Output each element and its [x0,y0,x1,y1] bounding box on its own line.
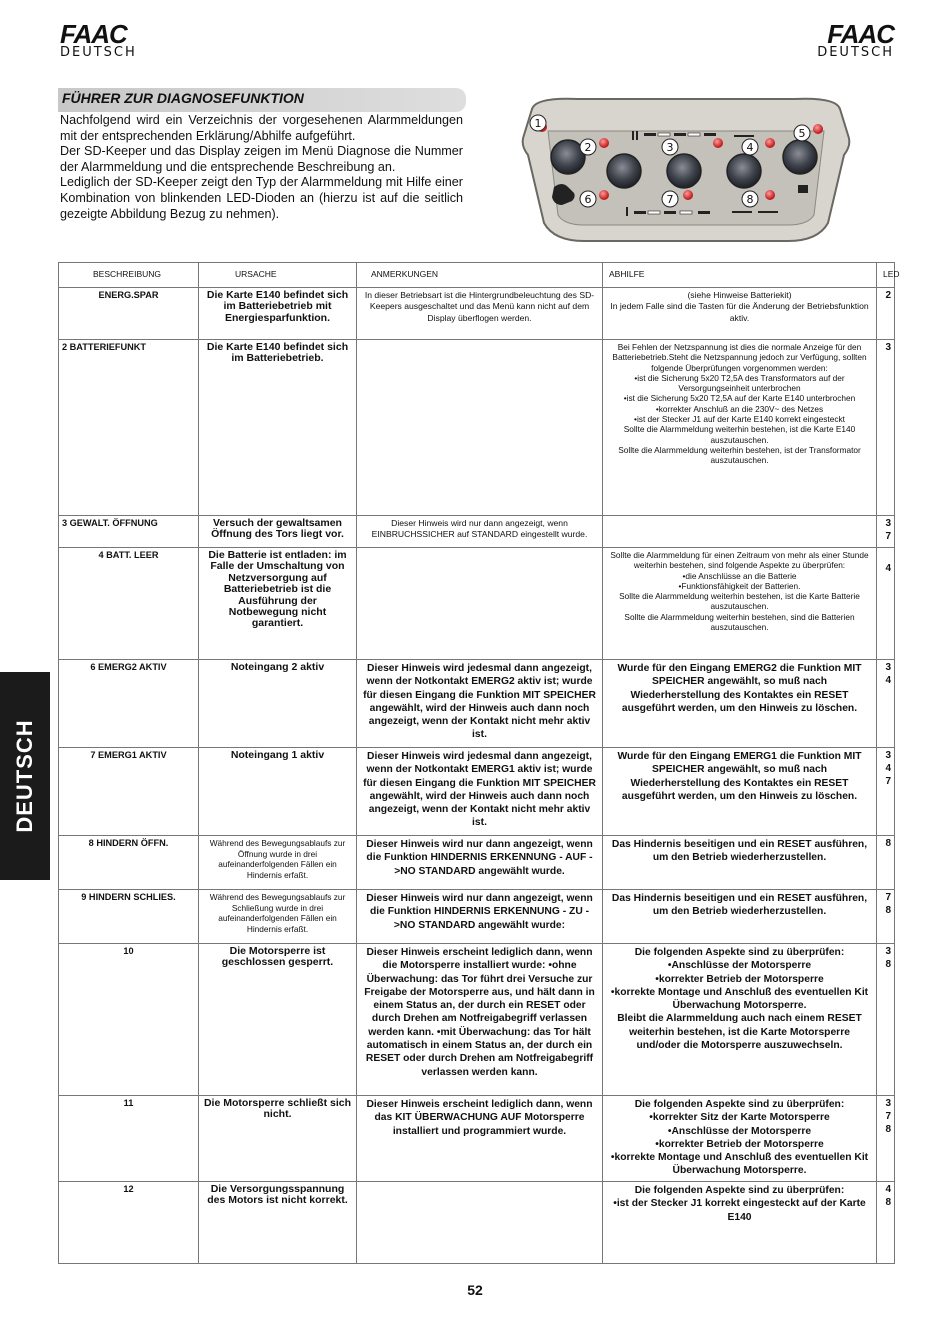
alarm-led-codes [877,944,895,1096]
language-side-tab [0,672,50,880]
alarm-notes [357,1182,603,1264]
table-row [59,1182,895,1264]
led-code: 7 [885,892,891,903]
alarm-description: 9 HINDERN SCHLIES. [59,890,199,944]
section-title: FÜHRER ZUR DIAGNOSEFUNKTION [62,90,304,106]
alarm-remedy [603,660,877,748]
alarm-led-codes [877,340,895,516]
callout-marker [530,115,546,131]
column-header-remedy: ABHILFE [603,263,877,288]
remedy-line: Das Hindernis beseitigen und ein RESET ausführen, um den Betrieb wiederherzustellen. [611,893,868,918]
alarm-remedy [603,944,877,1096]
header-right [817,19,894,60]
table-row [59,340,895,516]
alarm-description: ENERG.SPAR [59,288,199,340]
remedy-line: •ist der Stecker J1 korrekt eingesteckt auf der Karte E140 [613,1198,866,1223]
language-label: DEUTSCH [60,45,137,60]
alarm-description: 2 BATTERIEFUNKT [59,340,199,516]
alarm-description: 12 [59,1182,199,1264]
alarm-led-codes [877,288,895,340]
alarm-description: 7 EMERG1 AKTIV [59,748,199,836]
callout-marker [742,139,758,155]
remedy-line: Die folgenden Aspekte sind zu überprüfen: [634,1185,845,1196]
led-code: 2 [885,290,891,301]
table-row [59,944,895,1096]
callout-marker [580,139,596,155]
remedy-line: •ist die Sicherung 5x20 T2,5A des Transformators auf der Versorgungseinheit unterbrochen [634,372,845,394]
alarm-notes: Dieser Hinweis erscheint lediglich dann, wenn das KIT ÜBERWACHUNG AUF Motorsperre installiert und programmiert wurde. [357,1096,603,1182]
knob [607,154,641,188]
alarm-led-codes [877,1096,895,1182]
remedy-line: (siehe Hinweise Batteriekit) [687,290,792,300]
remedy-line: Sollte die Alarmmeldung weiterhin bestehen, ist der Transformator auszutauschen. [618,444,861,466]
intro-paragraph: Der SD-Keeper und das Display zeigen im Menü Diagnose die Nummer der Alarmmeldung und die entsprechende Beschreibung an. [60,144,463,174]
alarm-cause: Die Versorgungsspannung des Motors ist nicht korrekt. [199,1182,357,1264]
alarm-description: 4 BATT. LEER [59,548,199,660]
alarm-remedy [603,1096,877,1182]
remedy-line: •korrekter Betrieb der Motorsperre [655,973,824,985]
page-number: 52 [467,1282,483,1298]
alarm-notes: Dieser Hinweis wird nur dann angezeigt, wenn die Funktion HINDERNIS ERKENNUNG - ZU ->NO STANDARD angewählt wurde: [357,890,603,944]
led-code: 4 [885,763,891,774]
remedy-line: •ist der Stecker J1 auf der Karte E140 korrekt eingesteckt [634,414,845,425]
language-label: DEUTSCH [817,45,894,60]
led-code [880,550,891,563]
table-header-row [59,263,895,288]
led-code: 8 [885,1124,891,1135]
led-code: 3 [885,1098,891,1109]
svg-text:6: 6 [584,193,592,206]
alarm-remedy [603,548,877,660]
alarm-remedy [603,836,877,890]
intro-paragraph: Lediglich der SD-Keeper zeigt den Typ der Alarmmeldung mit Hilfe einer Kombination von blinkenden LED-Dioden an (hierzu ist auf die seitlich gezeigte Abbildung Bezug zu nehmen). [60,175,463,221]
alarm-notes: In dieser Betriebsart ist die Hintergrundbeleuchtung des SD-Keepers ausgeschaltet und das Menü kann nicht auf dem Display überflogen werden. [357,288,603,340]
knob [667,154,701,188]
alarm-cause: Während des Bewegungsablaufs zur Öffnung wurde in drei aufeinanderfolgenden Fällen ein Hindernis erfaßt. [199,836,357,890]
table-row [59,1096,895,1182]
alarm-notes [357,548,603,660]
faac-logo: FAAC [827,19,894,49]
alarm-notes: Dieser Hinweis wird nur dann angezeigt, wenn EINBRUCHSSICHER auf STANDARD eingestellt wurde. [357,516,603,548]
led-indicator [813,124,823,134]
alarm-led-codes [877,1182,895,1264]
alarm-remedy [603,1182,877,1264]
alarm-description: 8 HINDERN ÖFFN. [59,836,199,890]
table-row [59,288,895,340]
alarm-remedy [603,890,877,944]
led-code: 3 [885,342,891,353]
led-code: 4 [885,675,891,686]
led-code: 8 [885,959,891,970]
led-code: 7 [885,776,891,787]
alarm-cause: Die Karte E140 befindet sich im Batteriebetrieb. [199,340,357,516]
remedy-line: Sollte die Alarmmeldung weiterhin bestehen, sind die Batterien auszutauschen. [624,611,855,633]
callout-marker [662,139,678,155]
alarm-remedy [603,748,877,836]
remedy-line: Das Hindernis beseitigen und ein RESET ausführen, um den Betrieb wiederherzustellen. [611,839,868,864]
intro-paragraph: Nachfolgend wird ein Verzeichnis der vorgesehenen Alarmmeldungen mit der entsprechenden Erklärung/Abhilfe aufgeführt. [60,113,463,143]
diagnostic-table [58,262,900,1264]
remedy-line: In jedem Falle sind die Tasten für die Änderung der Betriebsfunktion aktiv. [610,301,869,323]
alarm-led-codes [877,548,895,660]
remedy-line: Sollte die Alarmmeldung weiterhin bestehen, ist die Karte Batterie auszutauschen. [619,591,860,612]
alarm-notes [357,340,603,516]
led-code: 8 [885,838,891,849]
table-row [59,548,895,660]
remedy-line: Sollte die Alarmmeldung für einen Zeitraum von mehr als einer Stunde weiterhin bestehen, sind folgende Aspekte zu überprüfen: [610,550,869,571]
remedy-line: •korrekte Montage und Anschluß des eventuellen Kit Überwachung Motorsperre. [610,986,869,1012]
side-tab-label: DEUTSCH [12,719,37,833]
alarm-description: 3 GEWALT. ÖFFNUNG [59,516,199,548]
knob [727,154,761,188]
led-code: 8 [885,905,891,916]
alarm-remedy [603,288,877,340]
alarm-led-codes [877,660,895,748]
remedy-line: •Anschlüsse der Motorsperre [667,1125,812,1137]
alarm-cause: Die Motorsperre schließt sich nicht. [199,1096,357,1182]
table-row [59,836,895,890]
svg-text:2: 2 [584,141,592,154]
remedy-line: Die folgenden Aspekte sind zu überprüfen: [634,1099,845,1110]
led-code: 3 [885,946,891,957]
table-row [59,890,895,944]
callout-marker [580,191,596,207]
remedy-line: •korrekter Anschluß an die 230V~ des Netzes [655,403,824,414]
svg-text:3: 3 [666,141,674,154]
alarm-cause: Während des Bewegungsablaufs zur Schließung wurde in drei aufeinanderfolgenden Fällen ein Hindernis erfaßt. [199,890,357,944]
knob [783,140,817,174]
alarm-cause: Noteingang 1 aktiv [199,748,357,836]
svg-text:4: 4 [746,141,754,154]
sd-keeper-keypad-illustration [518,95,854,245]
led-code: 3 [885,662,891,673]
faac-logo: FAAC [60,19,127,49]
remedy-line: Wurde für den Eingang EMERG1 die Funktion MIT SPEICHER angewählt, so muß nach Wiederherstellung des Kontaktes ein RESET ausgeführt werden, um den Hinweis zu löschen. [617,751,862,802]
remedy-line: Bleibt die Alarmmeldung auch nach einem RESET weiterhin bestehen, ist die Karte Motorsperre und/oder die Motorsperre auszuwechseln. [617,1013,862,1052]
column-header-led: LED [877,263,895,288]
remedy-line: •Funktionsfähigkeit der Batterien. [678,580,801,591]
svg-text:5: 5 [798,127,806,140]
alarm-led-codes [877,516,895,548]
alarm-description: 11 [59,1096,199,1182]
led-indicator [713,138,723,148]
remedy-line: •Anschlüsse der Motorsperre [667,960,812,972]
header-left [60,19,137,60]
alarm-led-codes [877,890,895,944]
remedy-line: Wurde für den Eingang EMERG2 die Funktion MIT SPEICHER angewählt, so muß nach Wiederherstellung des Kontaktes ein RESET ausgeführt werden, um den Hinweis zu löschen. [617,663,862,714]
alarm-notes: Dieser Hinweis erscheint lediglich dann, wenn die Motorsperre installiert wurde: •ohne Überwachung: das Tor führt drei Versuche zur Freigabe der Motorsperre aus, und hält dann in einem Status an, der durch ein RESET oder durch Drehen am Notfreigabegriff verlassen werden kann. •mit Überwachung: das Tor hält automatisch in einem Status an, der durch ein RESET oder durch Drehen am Notfreigabegriff verlassen werden kann. [357,944,603,1096]
remedy-line: Bei Fehlen der Netzspannung ist dies die normale Anzeige für den Batteriebetrieb.Steht die Netzspannung jedoch zur Verfügung, sollten folgende Überprüfungen vorgenommen werden: [612,342,867,373]
remedy-line: •korrekte Montage und Anschluß des eventuellen Kit Überwachung Motorsperre. [610,1152,869,1177]
remedy-line: •die Anschlüsse an die Batterie [682,570,797,581]
led-indicator [599,138,609,148]
led-code: 4 [885,1184,891,1195]
led-code: 8 [885,1197,891,1208]
alarm-cause: Die Batterie ist entladen: im Falle der Umschaltung von Netzversorgung auf Batteriebetrieb ist die Ausführung der Notbewegung nicht garantiert. [199,548,357,660]
alarm-cause: Noteingang 2 aktiv [199,660,357,748]
alarm-notes: Dieser Hinweis wird jedesmal dann angezeigt, wenn der Notkontakt EMERG2 aktiv ist; wurde für diesen Eingang die Funktion MIT SPEICHER angewählt, wird der Hinweis auch dann noch angezeigt, wenn der Kontakt nicht mehr aktiv ist. [357,660,603,748]
alarm-cause: Die Karte E140 befindet sich im Batteriebetrieb mit Energiesparfunktion. [199,288,357,340]
led-code: 3 [885,750,891,761]
remedy-line: Die folgenden Aspekte sind zu überprüfen: [634,947,845,958]
svg-text:1: 1 [534,117,542,130]
table-row [59,516,895,548]
alarm-cause: Die Motorsperre ist geschlossen gesperrt. [199,944,357,1096]
led-indicator [599,190,609,200]
led-code: 4 [885,563,891,574]
led-code: 3 [885,518,891,529]
alarm-led-codes [877,748,895,836]
alarm-cause: Versuch der gewaltsamen Öffnung des Tors liegt vor. [199,516,357,548]
led-indicator [683,190,693,200]
svg-text:8: 8 [746,193,754,206]
alarm-notes: Dieser Hinweis wird jedesmal dann angezeigt, wenn der Notkontakt EMERG1 aktiv ist; wurde für diesen Eingang die Funktion MIT SPEICHER angewählt, wird der Hinweis auch dann noch angezeigt, wenn der Kontakt nicht mehr aktiv ist. [357,748,603,836]
column-header-notes: ANMERKUNGEN [357,263,603,288]
column-header-description: BESCHREIBUNG [59,263,199,288]
alarm-description: 10 [59,944,199,1096]
remedy-line: •korrekter Betrieb der Motorsperre [655,1138,824,1150]
led-code: 7 [885,1111,891,1122]
alarm-led-codes [877,836,895,890]
svg-text:7: 7 [666,193,674,206]
remedy-line: •ist die Sicherung 5x20 T2,5A auf der Karte E140 unterbrochen [623,393,856,404]
callout-marker [794,125,810,141]
table-row [59,748,895,836]
led-code: 7 [885,531,891,542]
alarm-description: 6 EMERG2 AKTIV [59,660,199,748]
led-indicator [765,138,775,148]
intro-text [60,113,463,222]
led-indicator [765,190,775,200]
remedy-line: Sollte die Alarmmeldung weiterhin bestehen, ist die Karte E140 auszutauschen. [623,424,856,445]
column-header-cause: URSACHE [199,263,357,288]
callout-marker [742,191,758,207]
alarm-remedy [603,516,877,548]
callout-marker [662,191,678,207]
alarm-notes: Dieser Hinweis wird nur dann angezeigt, wenn die Funktion HINDERNIS ERKENNUNG - AUF ->NO STANDARD angewählt wurde. [357,836,603,890]
alarm-remedy [603,340,877,516]
remedy-line: •korrekter Sitz der Karte Motorsperre [649,1112,830,1124]
table-row [59,660,895,748]
